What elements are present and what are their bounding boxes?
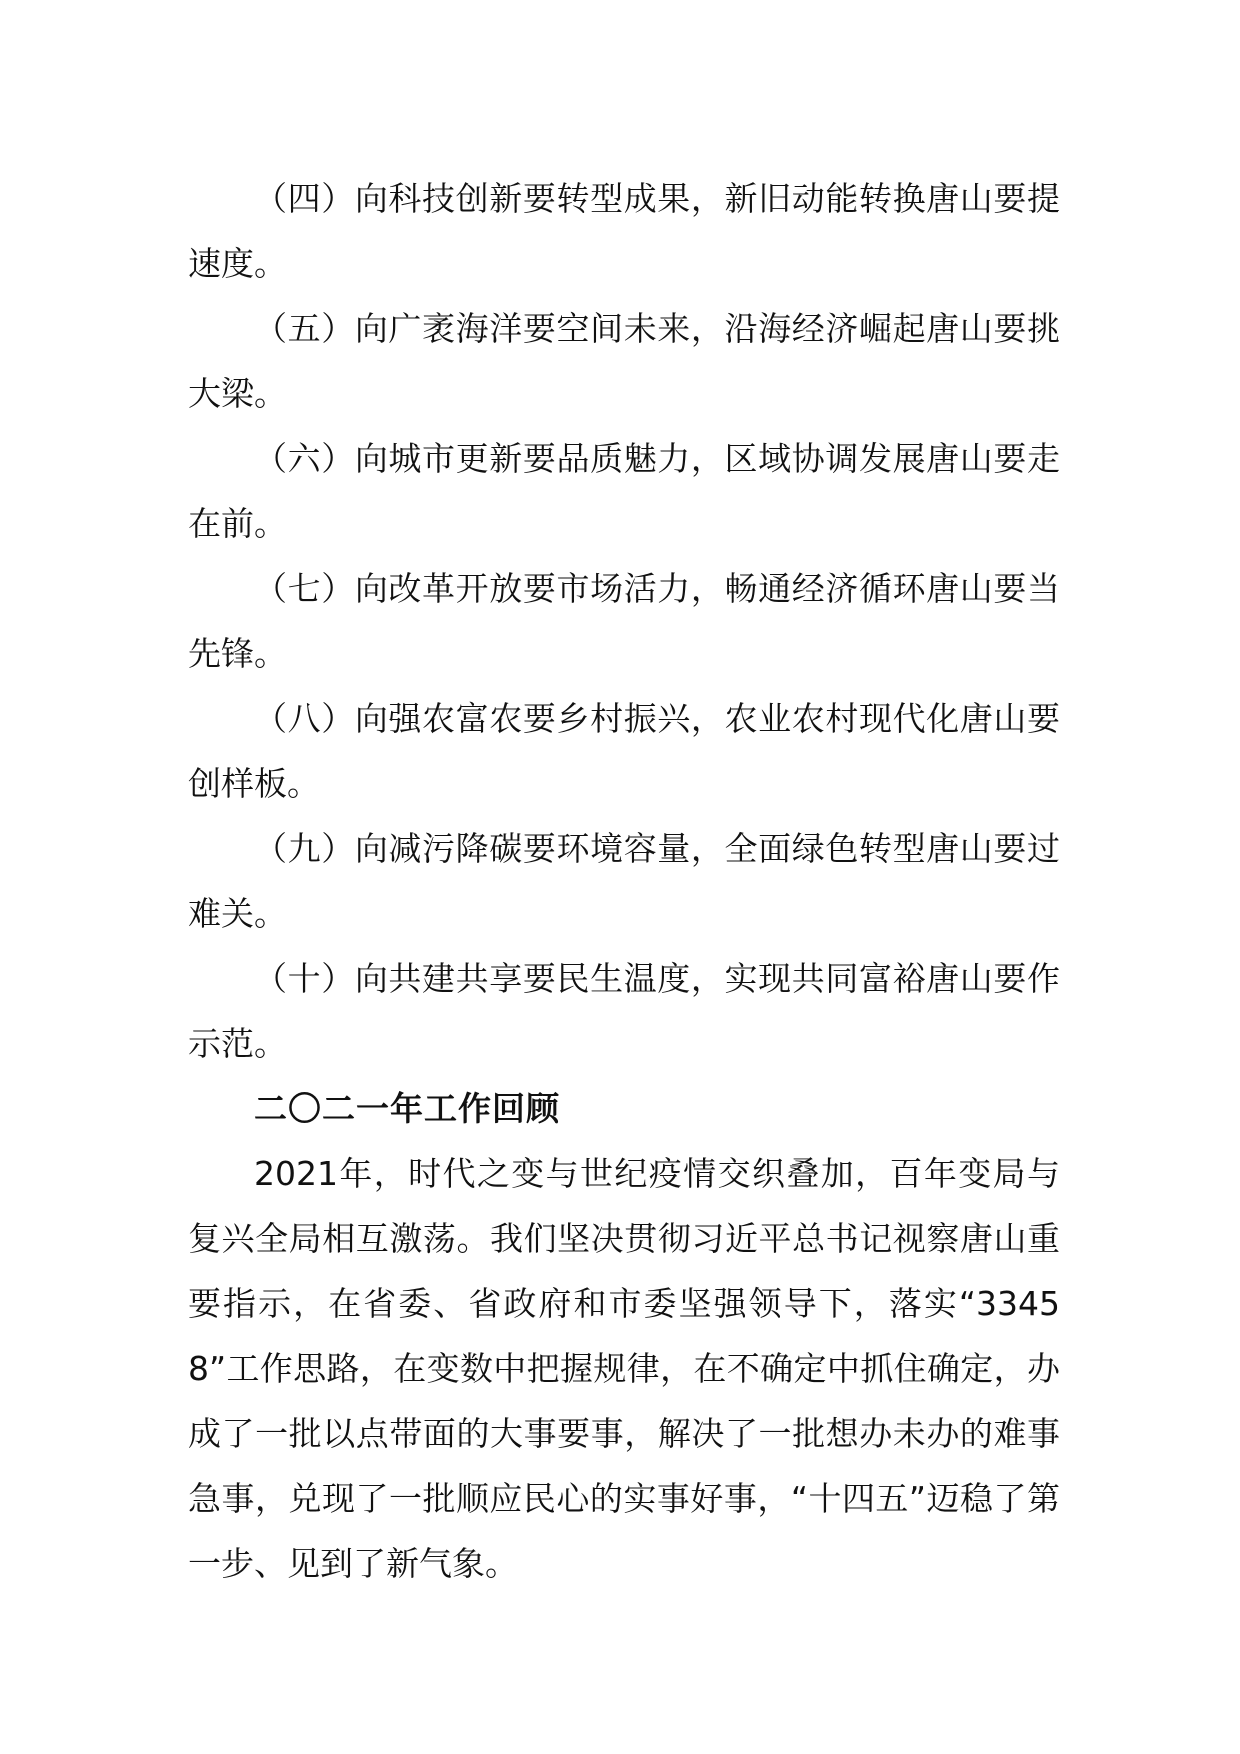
list-item-7: （七）向改革开放要市场活力，畅通经济循环唐山要当先锋。 — [188, 569, 1060, 673]
review-paragraph: 2021年，时代之变与世纪疫情交织叠加，百年变局与复兴全局相互激荡。我们坚决贯彻习近平总书记视察唐山重要指示，在省委、省政府和市委坚强领导下，落实“33458”工作思路，在变数中把握规律，在不确定中抓住确定，办成了一批以点带面的大事要事，解决了一批想办未办的难事急事，兑现了一批顺应民心的实事好事，“十四五”迈稳了第一步、见到了新气象。 — [188, 1154, 1060, 1583]
document-body — [188, 166, 1060, 1596]
list-item-4: （四）向科技创新要转型成果，新旧动能转换唐山要提速度。 — [188, 179, 1060, 283]
list-item-9: （九）向减污降碳要环境容量，全面绿色转型唐山要过难关。 — [188, 829, 1060, 933]
list-item-5: （五）向广袤海洋要空间未来，沿海经济崛起唐山要挑大梁。 — [188, 309, 1060, 413]
list-item-8: （八）向强农富农要乡村振兴，农业农村现代化唐山要创样板。 — [188, 699, 1060, 803]
list-item-10: （十）向共建共享要民生温度，实现共同富裕唐山要作示范。 — [188, 959, 1060, 1063]
list-item-6: （六）向城市更新要品质魅力，区域协调发展唐山要走在前。 — [188, 439, 1060, 543]
section-heading: 二〇二一年工作回顾 — [254, 1089, 560, 1128]
